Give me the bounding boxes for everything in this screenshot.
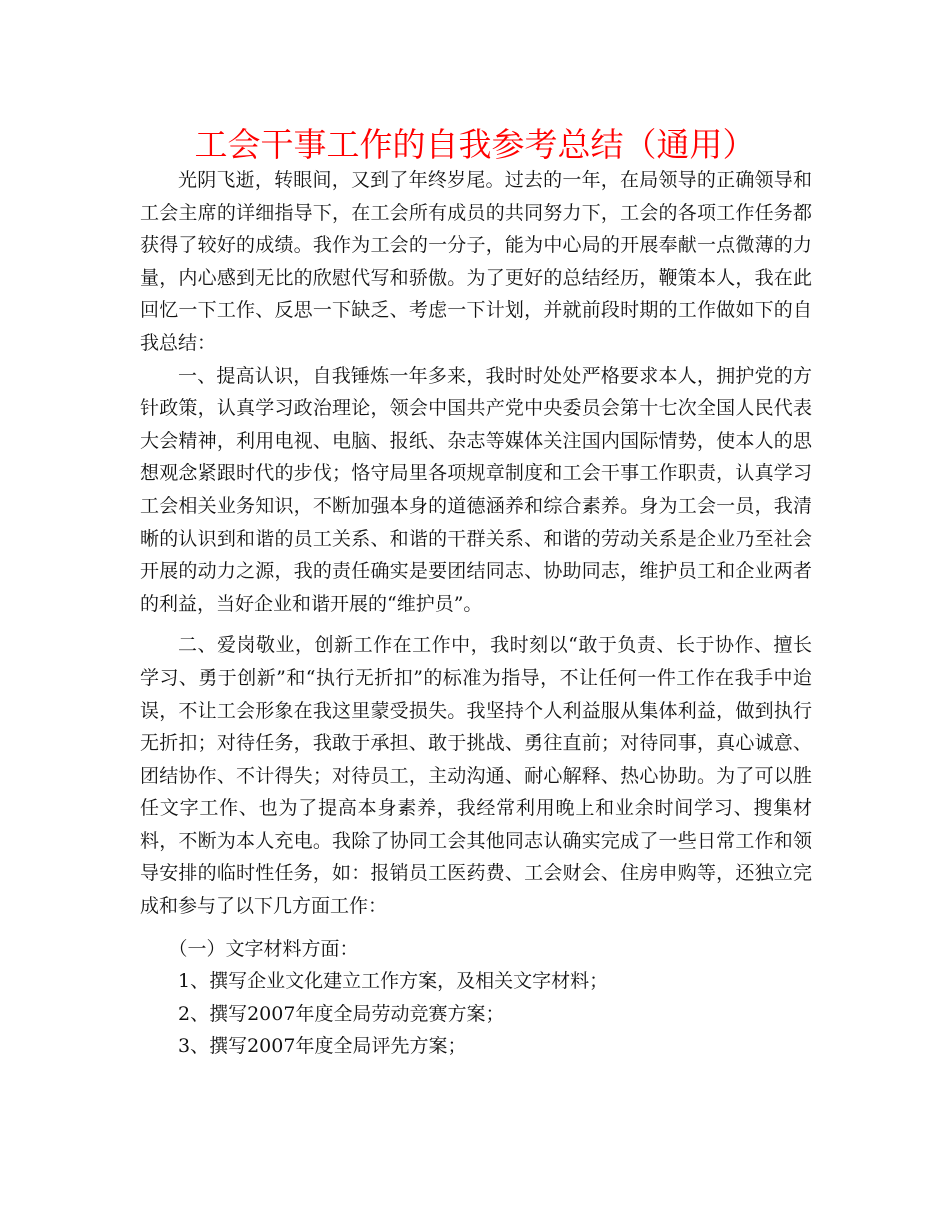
document-body	[140, 164, 812, 1063]
list-item: 2、撰写2007年度全局劳动竞赛方案；	[178, 1002, 505, 1025]
list-item: 1、撰写企业文化建立工作方案，及相关文字材料；	[178, 970, 609, 993]
document-title: 工会干事工作的自我参考总结（通用）	[194, 125, 756, 164]
paragraph-section-one: 一、提高认识，自我锤炼一年多来，我时时处处严格要求本人，拥护党的方针政策，认真学习政治理论，领会中国共产党中央委员会第十七次全国人民代表大会精神，利用电视、电脑、报纸、杂志等媒体关注国内国际情势，使本人的思想观念紧跟时代的步伐；恪守局里各项规章制度和工会干事工作职责，认真学习工会相关业务知识，不断加强本身的道德涵养和综合素养。身为工会一员，我清晰的认识到和谐的员工关系、和谐的干群关系、和谐的劳动关系是企业乃至社会开展的动力之源，我的责任确实是要团结同志、协助同志，维护员工和企业两者的利益，当好企业和谐开展的“维护员”。	[140, 364, 812, 615]
paragraph-intro: 光阴飞逝，转眼间，又到了年终岁尾。过去的一年，在局领导的正确领导和工会主席的详细指导下，在工会所有成员的共同努力下，工会的各项工作任务都获得了较好的成绩。我作为工会的一分子，能为中心局的开展奉献一点微薄的力量，内心感到无比的欣慰代写和骄傲。为了更好的总结经历，鞭策本人，我在此回忆一下工作、反思一下缺乏、考虑一下计划，并就前段时期的工作做如下的自我总结：	[140, 169, 812, 354]
paragraph-section-two: 二、爱岗敬业，创新工作在工作中，我时刻以“敢于负责、长于协作、擅长学习、勇于创新”和“执行无折扣”的标准为指导，不让任何一件工作在我手中迨误，不让工会形象在我这里蒙受损失。我坚持个人利益服从集体利益，做到执行无折扣；对待任务，我敢于承担、敢于挑战、勇往直前；对待同事，真心诚意、团结协作、不计得失；对待员工，主动沟通、耐心解释、热心协助。为了可以胜任文字工作、也为了提高本身素养，我经常利用晚上和业余时间学习、搜集材料，不断为本人充电。我除了协同工会其他同志认确实完成了一些日常工作和领导安排的临时性任务，如：报销员工医药费、工会财会、住房申购等，还独立完成和参与了以下几方面工作：	[140, 634, 812, 918]
list-item: 3、撰写2007年度全局评先方案；	[178, 1035, 467, 1058]
subsection-heading: （一）文字材料方面：	[168, 937, 359, 960]
